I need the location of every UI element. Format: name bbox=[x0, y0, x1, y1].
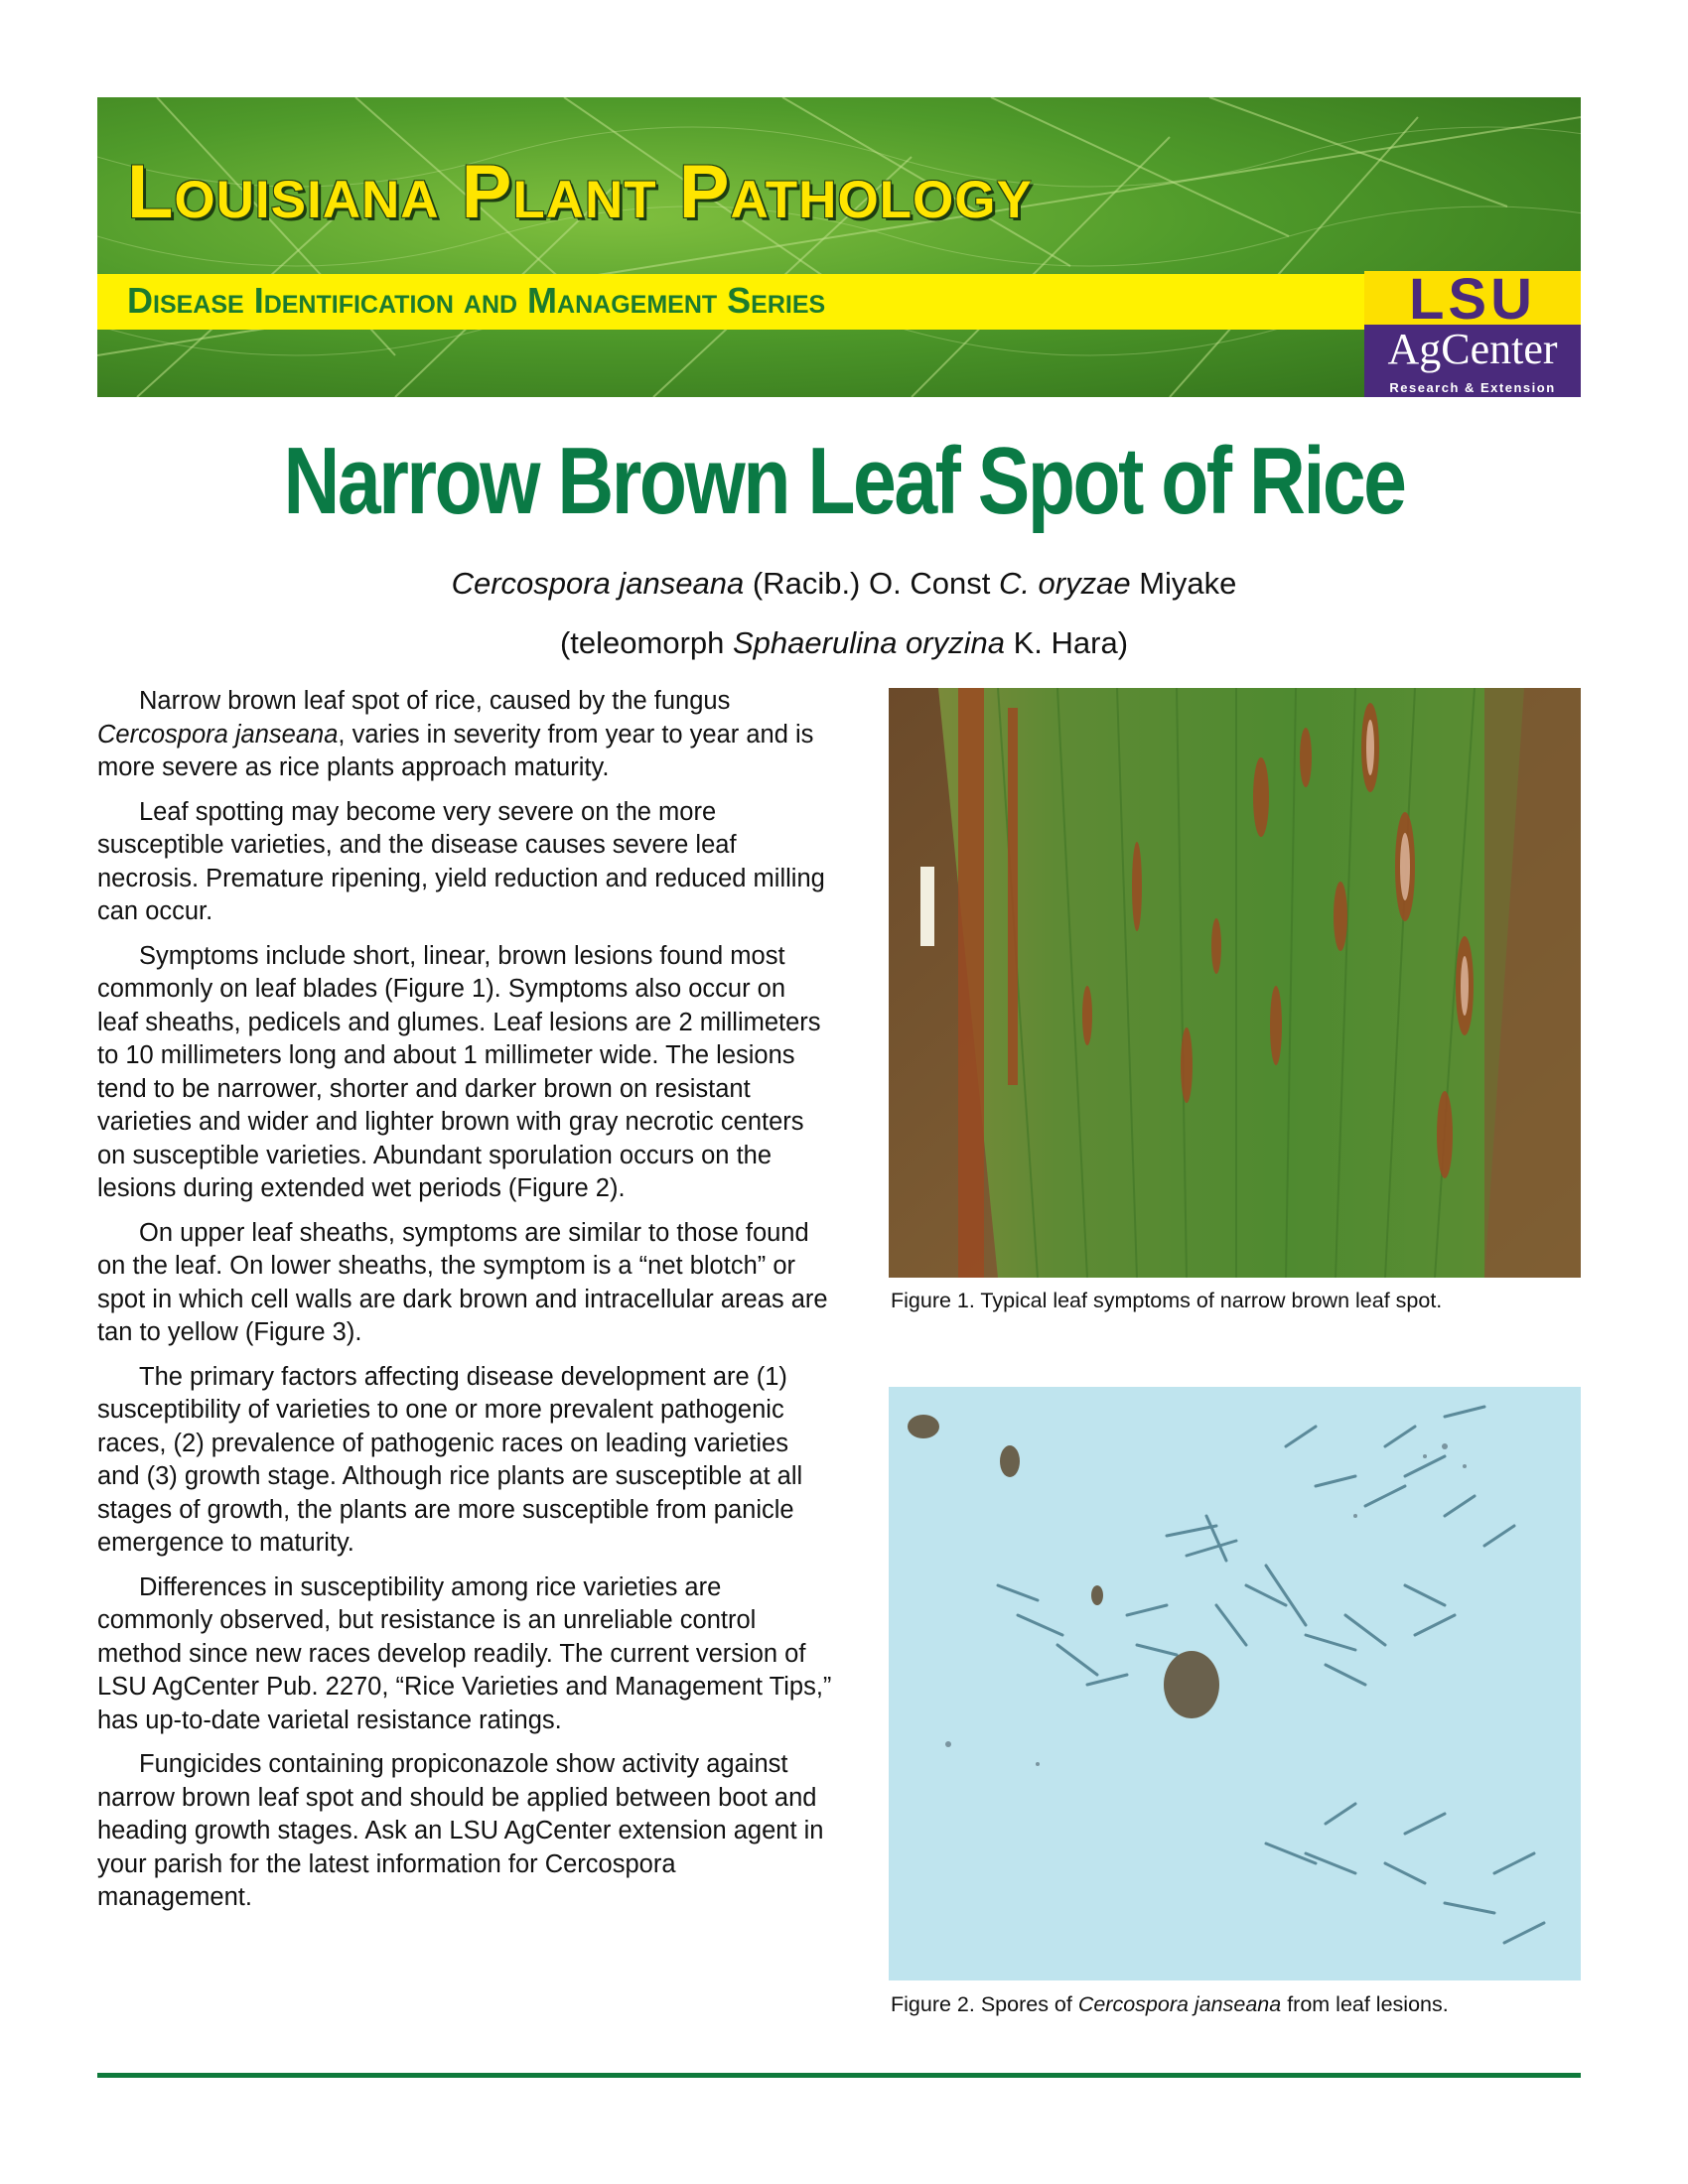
pathogen-authority-1: (Racib.) O. Const bbox=[744, 566, 999, 601]
teleomorph-line bbox=[0, 625, 1688, 661]
logo-tagline: Research & Extension bbox=[1389, 380, 1556, 395]
logo-agcenter-text: AgCenter bbox=[1387, 325, 1558, 373]
body-paragraph: Fungicides containing propiconazole show activity against narrow brown leaf spot and should be applied between boot and heading growth stages. Ask an LSU AgCenter extension agent in your parish for the latest information for Cercospora management. bbox=[97, 1750, 824, 1911]
pathogen-name: Cercospora janseana bbox=[97, 720, 339, 749]
series-title: Louisiana Plant Pathology bbox=[127, 150, 1033, 234]
body-paragraph: Differences in susceptibility among rice varieties are commonly observed, but resistance is an unreliable control method since new races develop readily. The current version of LSU AgCenter Pub. 2270, “Rice Varieties and Management Tips,” has up-to-date varietal resistance ratings. bbox=[97, 1572, 832, 1734]
series-banner bbox=[97, 97, 1581, 397]
figure-2-caption bbox=[891, 1992, 1449, 2017]
series-subtitle-bar bbox=[97, 274, 1368, 330]
body-paragraph bbox=[97, 685, 832, 785]
teleomorph-name: Sphaerulina oryzina bbox=[732, 625, 1005, 660]
caption-text: Figure 2. Spores of bbox=[891, 1992, 1078, 2016]
leaf-lesion-image bbox=[889, 688, 1581, 1278]
lsu-agcenter-logo bbox=[1364, 267, 1581, 397]
logo-lsu-text: LSU bbox=[1364, 271, 1581, 325]
body-paragraph: Leaf spotting may become very severe on the more susceptible varieties, and the disease causes severe leaf necrosis. Premature ripening, yield reduction and reduced milling can occur. bbox=[97, 797, 825, 925]
figure-1-caption: Figure 1. Typical leaf symptoms of narrow brown leaf spot. bbox=[891, 1289, 1443, 1312]
figure-1-leaf-photo bbox=[889, 688, 1581, 1278]
teleomorph-suffix: K. Hara) bbox=[1005, 625, 1129, 660]
pathogen-authority-2: Miyake bbox=[1130, 566, 1237, 601]
pathogen-name-2: C. oryzae bbox=[998, 566, 1131, 601]
text-run: Narrow brown leaf spot of rice, caused by the fungus bbox=[139, 687, 731, 715]
body-text-column bbox=[97, 685, 832, 1926]
caption-text: from leaf lesions. bbox=[1281, 1992, 1449, 2016]
figure-2-spores-photo bbox=[889, 1387, 1581, 1980]
caption-pathogen-name: Cercospora janseana bbox=[1077, 1992, 1282, 2016]
body-paragraph: On upper leaf sheaths, symptoms are similar to those found on the leaf. On lower sheaths, the symptom is a “net blotch” or spot in which cell walls are dark brown and intracellular areas are tan to yellow (Figure 3). bbox=[97, 1218, 828, 1346]
spores-micrograph-image bbox=[889, 1387, 1581, 1980]
pathogen-name-1: Cercospora janseana bbox=[451, 566, 745, 601]
body-paragraph: The primary factors affecting disease development are (1) susceptibility of varieties to one or more prevalent pathogenic races, (2) prevalence of pathogenic races on leading varieties and (3) growth stage. Although rice plants are susceptible at all stages of growth, the plants are more susceptible from panicle emergence to maturity. bbox=[97, 1362, 803, 1557]
document-title: Narrow Brown Leaf Spot of Rice bbox=[283, 428, 1405, 534]
pathogen-names bbox=[0, 566, 1688, 602]
teleomorph-prefix: (teleomorph bbox=[559, 625, 733, 660]
series-subtitle: Disease Identification and Management Series bbox=[127, 280, 826, 321]
leaf-texture-background bbox=[97, 97, 1581, 397]
footer-rule bbox=[97, 2073, 1581, 2078]
body-paragraph: Symptoms include short, linear, brown lesions found most commonly on leaf blades (Figure 1). Symptoms also occur on leaf sheaths, pedicels and glumes. Leaf lesions are 2 millimeters to 10 millimeters long and about 1 millimeter wide. The lesions tend to be narrower, shorter and darker brown on resistant varieties and wider and lighter brown with gray necrotic centers on susceptible varieties. Abundant sporulation occurs on the lesions during extended wet periods (Figure 2). bbox=[97, 941, 821, 1202]
text-run: , varies in severity from year to year and is more severe as rice plants approach maturity. bbox=[97, 720, 814, 781]
